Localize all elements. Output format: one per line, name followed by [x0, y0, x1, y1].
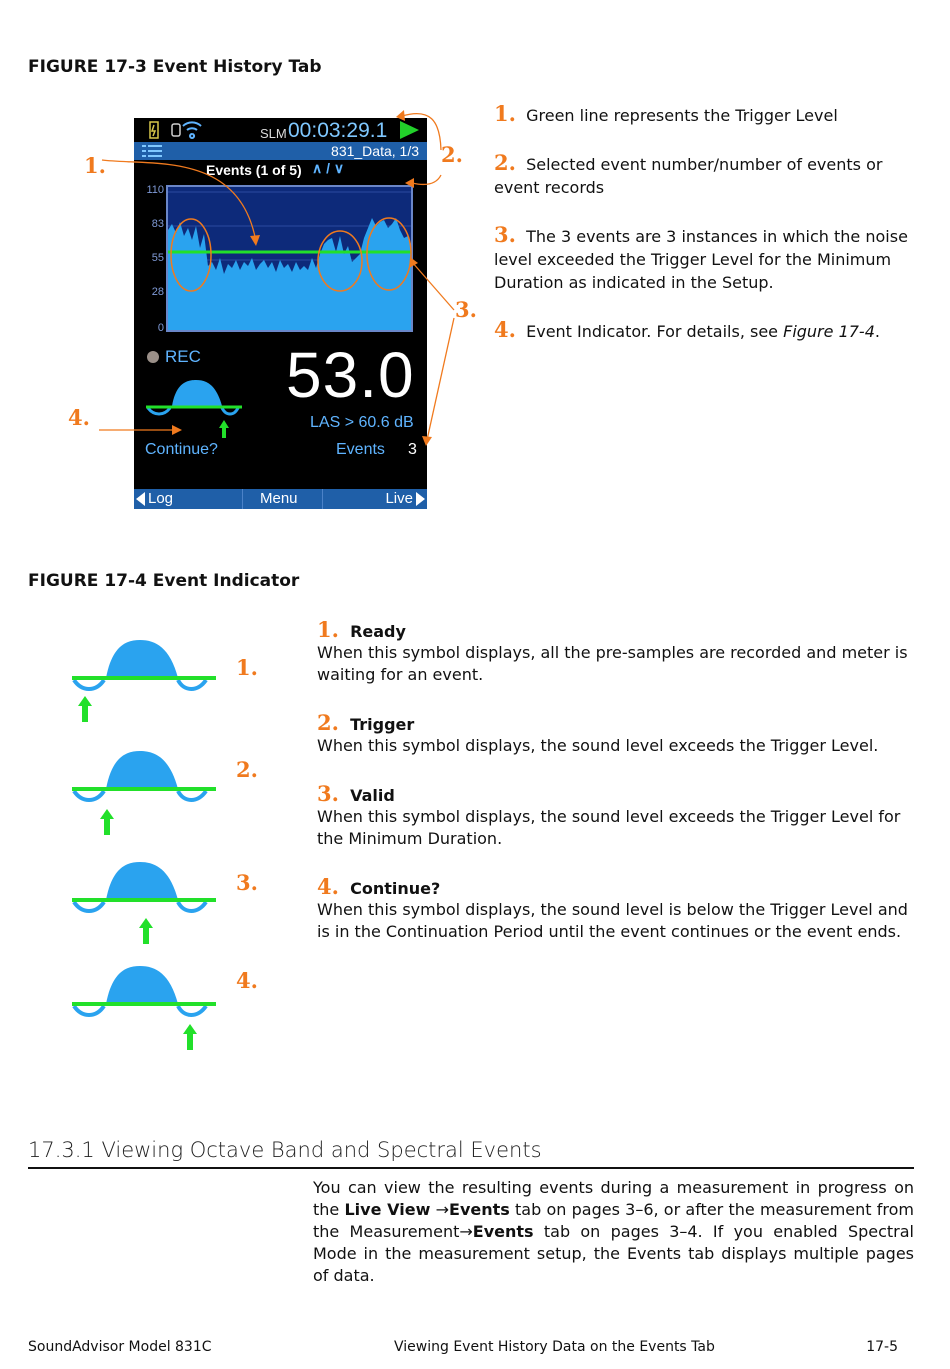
- valid-symbol-icon: [70, 856, 220, 948]
- callout-3: [494, 223, 914, 294]
- item-description: When this symbol displays, the sound level exceeds the Trigger Level for the Minimum Duration.: [317, 807, 901, 848]
- item-number: 3.: [317, 781, 339, 806]
- y-tick: 83: [151, 218, 164, 230]
- callout-2: [494, 151, 914, 199]
- callout-4: [494, 318, 914, 343]
- section-rule: [28, 1167, 914, 1169]
- callout-number: 3.: [494, 222, 516, 247]
- symbol-label-2: 2.: [236, 757, 258, 782]
- body-text: tab on pages 3–4. If you enabled Spectral Mode in the measurement setup, the Events tab displays multiple pages of data.: [313, 1222, 914, 1285]
- figure-17-3-callouts: [494, 102, 914, 343]
- indicator-item-continue: [317, 874, 914, 943]
- softkey-log-label: Log: [148, 490, 174, 507]
- rec-label: REC: [165, 347, 201, 366]
- callout-text: Selected event number/number of events or event records: [494, 155, 883, 197]
- softkey-live-label: Live: [385, 490, 413, 507]
- body-text: tab on pages 3–6, or after the measurement from the Measurement: [313, 1200, 915, 1241]
- mode-label: SLM: [260, 126, 287, 141]
- item-description: When this symbol displays, all the pre-samples are recorded and meter is waiting for an event.: [317, 643, 908, 684]
- figure-reference-link[interactable]: Figure 17-4: [783, 322, 875, 341]
- indicator-item-trigger: [317, 710, 914, 757]
- trigger-label: LAS > 60.6 dB: [310, 414, 414, 431]
- image-marker-4: 4.: [68, 405, 90, 430]
- item-description: When this symbol displays, the sound level is below the Trigger Level and is in the Continuation Period until the event continues or the event ends.: [317, 900, 908, 941]
- item-heading: Valid: [350, 786, 395, 805]
- callout-text-end: .: [874, 322, 880, 341]
- arrow: →: [430, 1200, 450, 1219]
- body-text: You can view the resulting events during a measurement in progress on the: [313, 1178, 914, 1219]
- figure-17-4-items: [317, 617, 914, 943]
- item-heading: Continue?: [350, 879, 441, 898]
- events-count: 3: [408, 441, 417, 458]
- figure-17-4-title: FIGURE 17-4 Event Indicator: [28, 571, 300, 591]
- section-title: 17.3.1 Viewing Octave Band and Spectral Events: [28, 1138, 542, 1162]
- callout-text: The 3 events are 3 instances in which the noise level exceeded the Trigger Level for the Minimum Duration as indicated in the Setup.: [494, 227, 908, 292]
- events-label: Events: [336, 441, 385, 458]
- softkey-menu-label: Menu: [260, 490, 298, 507]
- symbol-label-3: 3.: [236, 870, 258, 895]
- callout-text: Event Indicator. For details, see: [526, 322, 784, 341]
- events-term: Events: [449, 1200, 510, 1219]
- item-description: When this symbol displays, the sound level exceeds the Trigger Level.: [317, 736, 879, 755]
- callout-number: 1.: [494, 101, 516, 126]
- ready-symbol-icon: [70, 634, 220, 724]
- callout-number: 4.: [494, 317, 516, 342]
- events-term: Events: [472, 1222, 534, 1241]
- image-marker-1: 1.: [84, 153, 106, 178]
- item-heading: Ready: [350, 622, 406, 641]
- indicator-item-ready: [317, 617, 914, 686]
- live-view-term: Live View: [344, 1200, 431, 1219]
- footer-left: SoundAdvisor Model 831C: [28, 1339, 212, 1355]
- image-marker-2: 2.: [441, 142, 463, 167]
- callout-1: [494, 102, 914, 127]
- events-header: Events (1 of 5): [206, 162, 302, 178]
- item-heading: Trigger: [350, 715, 415, 734]
- item-number: 2.: [317, 710, 339, 735]
- callout-text: Green line represents the Trigger Level: [526, 106, 838, 125]
- footer-page-number: 17-5: [866, 1339, 898, 1355]
- callout-number: 2.: [494, 150, 516, 175]
- y-tick: 110: [146, 184, 164, 196]
- symbol-label-4: 4.: [236, 968, 258, 993]
- y-tick: 55: [151, 252, 164, 264]
- continue-symbol-icon: [70, 960, 220, 1054]
- level-value: 53.0: [286, 339, 415, 411]
- clock: 00:03:29.1: [288, 119, 388, 142]
- item-number: 1.: [317, 617, 339, 642]
- item-number: 4.: [317, 874, 339, 899]
- figure-17-3-leader-lines: [0, 0, 480, 520]
- indicator-item-valid: [317, 781, 914, 850]
- continue-label: Continue?: [145, 441, 218, 458]
- event-nav-arrows[interactable]: ∧ / ∨: [312, 160, 345, 176]
- section-body: [313, 1177, 914, 1287]
- figure-17-3-title: FIGURE 17-3 Event History Tab: [28, 57, 322, 77]
- symbol-label-1: 1.: [236, 655, 258, 680]
- footer-center: Viewing Event History Data on the Events Tab: [394, 1339, 715, 1355]
- image-marker-3: 3.: [455, 297, 477, 322]
- y-tick: 28: [151, 286, 164, 298]
- y-tick: 0: [157, 322, 164, 334]
- arrow: →: [459, 1222, 473, 1241]
- trigger-symbol-icon: [70, 745, 220, 837]
- file-info: 831_Data, 1/3: [331, 143, 419, 159]
